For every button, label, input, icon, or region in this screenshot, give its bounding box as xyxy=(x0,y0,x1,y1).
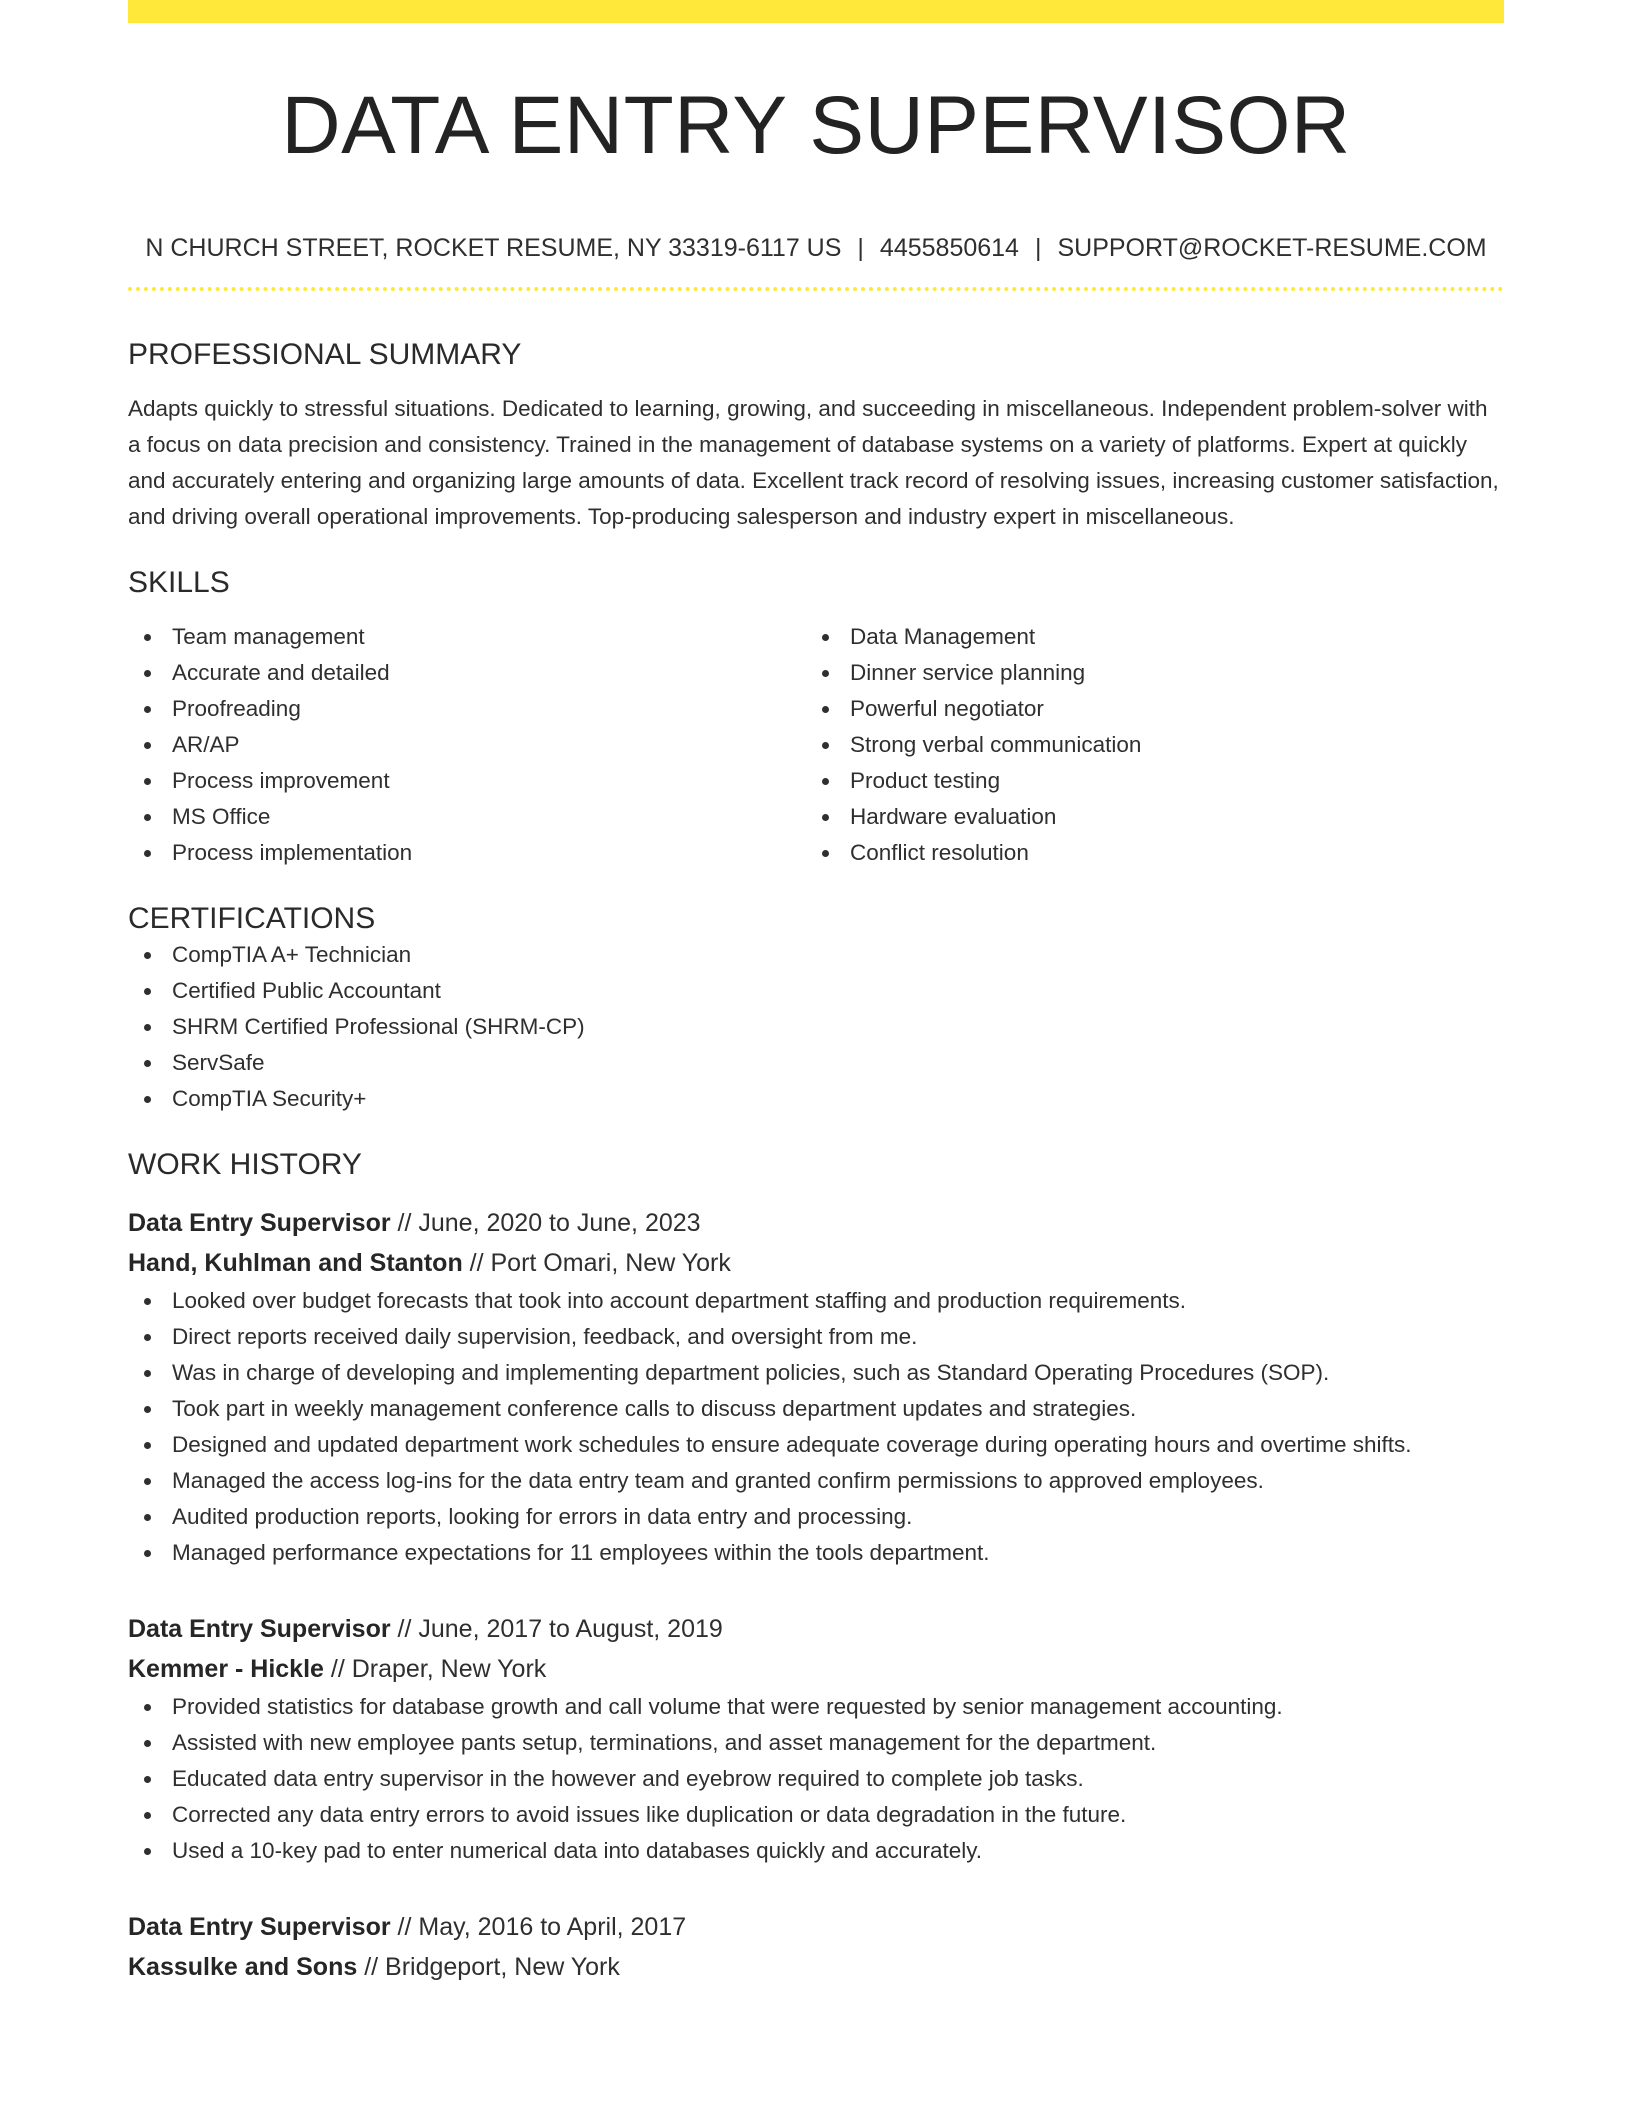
skill-item: Product testing xyxy=(806,763,1484,799)
job-location: // Port Omari, New York xyxy=(462,1249,731,1277)
job-company-line xyxy=(128,1649,1504,1689)
job-role-line xyxy=(128,1609,1504,1649)
job-dates: // June, 2017 to August, 2019 xyxy=(390,1615,723,1643)
job-duty: Educated data entry supervisor in the however and eyebrow required to complete job tasks. xyxy=(128,1761,1504,1797)
certification-item: Certified Public Accountant xyxy=(128,973,1504,1009)
skill-item: Team management xyxy=(128,619,806,655)
job-role-line xyxy=(128,1907,1504,1947)
job-duty: Was in charge of developing and implementing department policies, such as Standard Operating Procedures (SOP). xyxy=(128,1355,1504,1391)
job-duty: Used a 10-key pad to enter numerical data into databases quickly and accurately. xyxy=(128,1833,1504,1869)
job-duty: Took part in weekly management conference calls to discuss department updates and strategies. xyxy=(128,1391,1504,1427)
job-dates: // June, 2020 to June, 2023 xyxy=(390,1209,701,1237)
job-duty: Designed and updated department work schedules to ensure adequate coverage during operating hours and overtime shifts. xyxy=(128,1427,1504,1463)
contact-address: N CHURCH STREET, ROCKET RESUME, NY 33319-6117 US xyxy=(145,234,842,262)
skill-item: Conflict resolution xyxy=(806,835,1484,871)
skill-item: Powerful negotiator xyxy=(806,691,1484,727)
job-duty: Audited production reports, looking for errors in data entry and processing. xyxy=(128,1499,1504,1535)
job-duties-list xyxy=(128,1283,1504,1571)
job-location: // Draper, New York xyxy=(323,1655,547,1683)
job-location: // Bridgeport, New York xyxy=(357,1953,620,1981)
skills-grid xyxy=(128,619,1504,871)
skills-column-right xyxy=(806,619,1484,871)
job-role-line xyxy=(128,1203,1504,1243)
job-role: Data Entry Supervisor xyxy=(128,1913,391,1941)
contact-separator: | xyxy=(1034,234,1042,262)
contact-phone[interactable]: 4455850614 xyxy=(879,234,1019,262)
certifications-heading: CERTIFICATIONS xyxy=(128,902,376,935)
contact-line xyxy=(128,233,1504,263)
skill-item: Hardware evaluation xyxy=(806,799,1484,835)
job-company: Kemmer - Hickle xyxy=(128,1655,324,1683)
job-company: Kassulke and Sons xyxy=(128,1953,358,1981)
top-accent-bar xyxy=(128,0,1504,23)
skill-item: Dinner service planning xyxy=(806,655,1484,691)
work-history-heading: WORK HISTORY xyxy=(128,1148,362,1181)
certification-item: SHRM Certified Professional (SHRM-CP) xyxy=(128,1009,1504,1045)
job-duty: Direct reports received daily supervision, feedback, and oversight from me. xyxy=(128,1319,1504,1355)
skill-item: MS Office xyxy=(128,799,806,835)
certification-item: CompTIA Security+ xyxy=(128,1081,1504,1117)
skill-item: Process improvement xyxy=(128,763,806,799)
job-duty: Looked over budget forecasts that took into account department staffing and production requirements. xyxy=(128,1283,1504,1319)
certification-item: ServSafe xyxy=(128,1045,1504,1081)
job-entry xyxy=(128,1203,1504,1571)
skill-item: Accurate and detailed xyxy=(128,655,806,691)
resume-page xyxy=(128,0,1504,1987)
job-dates: // May, 2016 to April, 2017 xyxy=(390,1913,687,1941)
certifications-list xyxy=(128,937,1504,1117)
skills-list-left xyxy=(128,619,806,871)
job-role: Data Entry Supervisor xyxy=(128,1209,391,1237)
job-duty: Managed performance expectations for 11 employees within the tools department. xyxy=(128,1535,1504,1571)
summary-text: Adapts quickly to stressful situations. Dedicated to learning, growing, and succeeding in miscellaneous. Independent problem-solver with a focus on data precision and consistency. Trained in the management of database systems on a variety of platforms. Expert at quickly and accurately entering and organizing large amounts of data. Excellent track record of resolving issues, increasing customer satisfaction, and driving overall operational improvements. Top-producing salesperson and industry expert in miscellaneous. xyxy=(128,396,1499,529)
certification-item: CompTIA A+ Technician xyxy=(128,937,1504,973)
skill-item: Process implementation xyxy=(128,835,806,871)
skill-item: Data Management xyxy=(806,619,1484,655)
resume-title: DATA ENTRY SUPERVISOR xyxy=(281,80,1351,171)
skills-column-left xyxy=(128,619,806,871)
job-company: Hand, Kuhlman and Stanton xyxy=(128,1249,463,1277)
skills-heading: SKILLS xyxy=(128,566,230,599)
dotted-divider xyxy=(128,287,1504,291)
job-entry xyxy=(128,1907,1504,1987)
job-duty: Provided statistics for database growth and call volume that were requested by senior management accounting. xyxy=(128,1689,1504,1725)
job-entry xyxy=(128,1609,1504,1869)
skill-item: Proofreading xyxy=(128,691,806,727)
skills-list-right xyxy=(806,619,1484,871)
skill-item: Strong verbal communication xyxy=(806,727,1484,763)
job-company-line xyxy=(128,1243,1504,1283)
contact-separator: | xyxy=(857,234,864,262)
job-company-line xyxy=(128,1947,1504,1987)
job-duty: Assisted with new employee pants setup, terminations, and asset management for the department. xyxy=(128,1725,1504,1761)
job-duty: Managed the access log-ins for the data entry team and granted confirm permissions to approved employees. xyxy=(128,1463,1504,1499)
job-duty: Corrected any data entry errors to avoid issues like duplication or data degradation in the future. xyxy=(128,1797,1504,1833)
contact-email[interactable]: SUPPORT@ROCKET-RESUME.COM xyxy=(1057,234,1487,262)
summary-heading: PROFESSIONAL SUMMARY xyxy=(128,338,522,371)
skill-item: AR/AP xyxy=(128,727,806,763)
job-role: Data Entry Supervisor xyxy=(128,1615,391,1643)
job-duties-list xyxy=(128,1689,1504,1869)
